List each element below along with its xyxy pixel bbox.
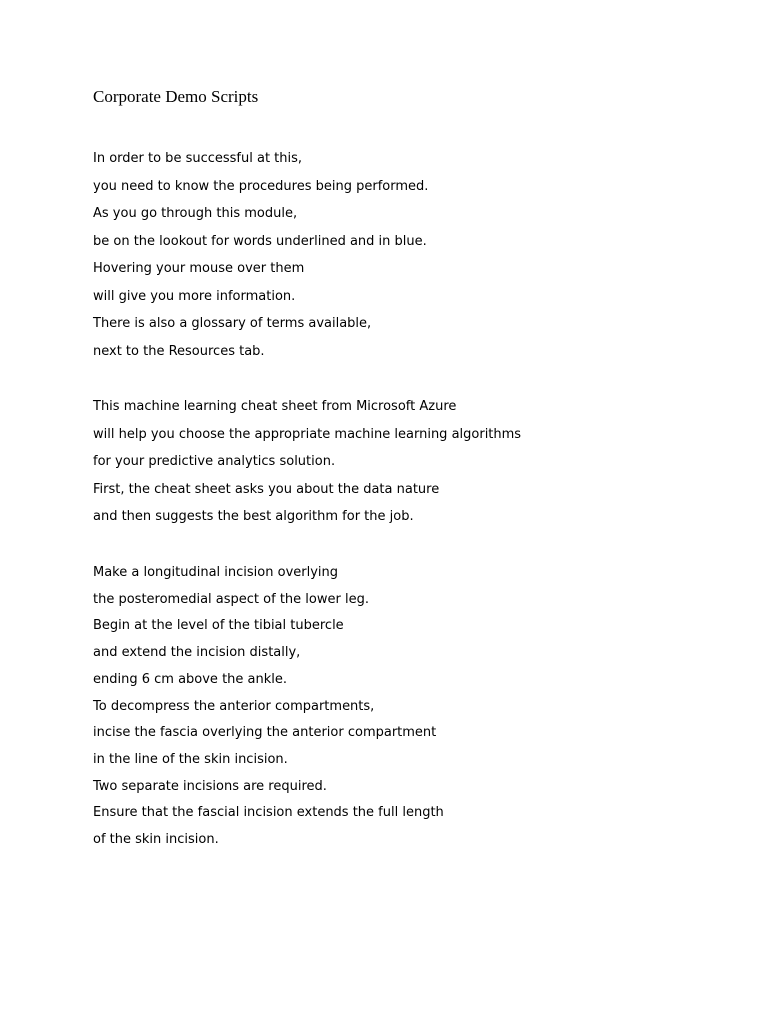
text-line: in the line of the skin incision.	[93, 751, 288, 767]
text-line: To decompress the anterior compartments,	[93, 698, 375, 714]
paragraph-intro	[93, 145, 428, 365]
text-line: of the skin incision.	[93, 832, 219, 848]
text-line: Hovering your mouse over them	[93, 261, 305, 276]
text-line: the posteromedial aspect of the lower leg.	[93, 591, 369, 607]
text-line: Make a longitudinal incision overlying	[93, 565, 339, 580]
text-line: you need to know the procedures being performed.	[93, 178, 429, 194]
text-line: and extend the incision distally,	[93, 645, 301, 661]
paragraph-incision-procedure	[93, 560, 444, 854]
text-line: for your predictive analytics solution.	[93, 454, 336, 469]
text-line: Two separate incisions are required.	[93, 778, 327, 794]
text-line: will help you choose the appropriate machine learning algorithms	[93, 426, 522, 442]
text-line: This machine learning cheat sheet from Microsoft Azure	[93, 399, 457, 414]
text-line: next to the Resources tab.	[93, 343, 265, 359]
text-line: As you go through this module,	[93, 206, 298, 221]
text-line: be on the lookout for words underlined and in blue.	[93, 233, 427, 249]
text-line: will give you more information.	[93, 288, 296, 304]
text-line: First, the cheat sheet asks you about the data nature	[93, 481, 440, 497]
text-line: and then suggests the best algorithm for the job.	[93, 509, 414, 524]
text-line: There is also a glossary of terms available,	[93, 316, 372, 331]
text-line: incise the fascia overlying the anterior compartment	[93, 725, 437, 741]
text-line: In order to be successful at this,	[93, 151, 303, 166]
text-line: Ensure that the fascial incision extends the full length	[93, 805, 444, 821]
document-title: Corporate Demo Scripts	[93, 87, 259, 106]
paragraph-ml-cheat-sheet	[93, 393, 521, 531]
text-line: ending 6 cm above the ankle.	[93, 671, 288, 687]
text-line: Begin at the level of the tibial tubercle	[93, 618, 344, 634]
